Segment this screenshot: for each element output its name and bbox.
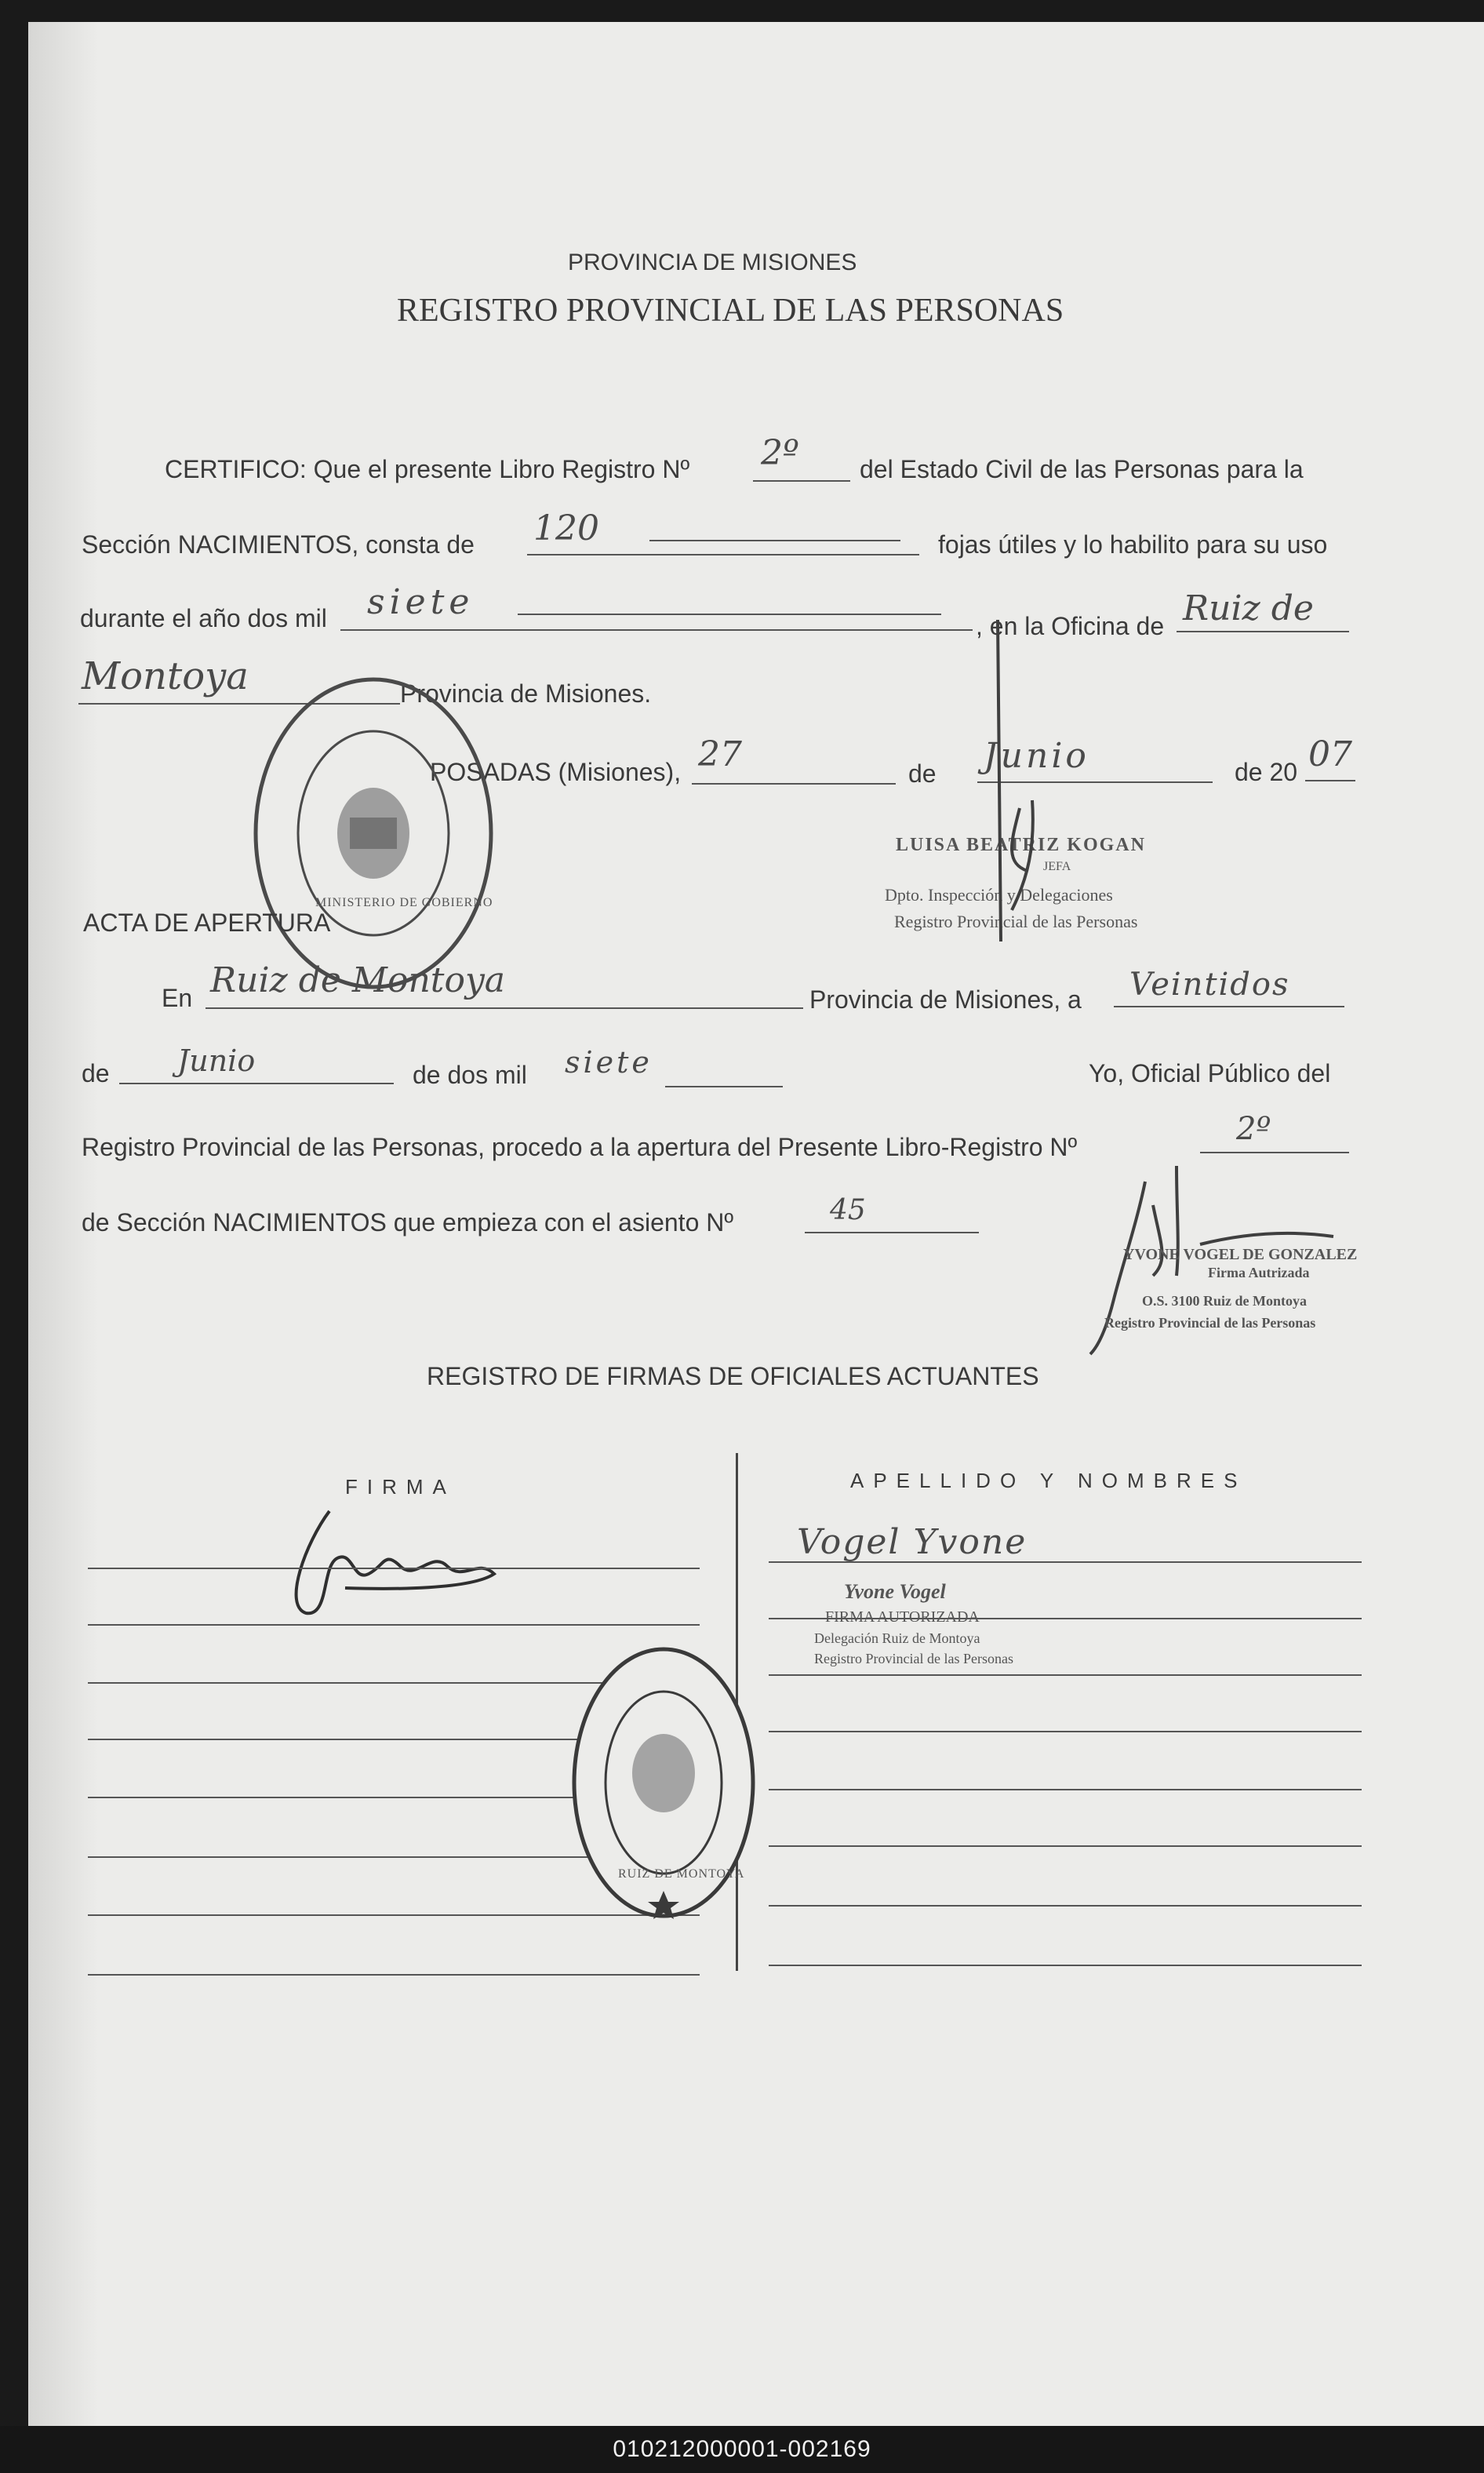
cert-year-value: siete	[367, 582, 475, 622]
cert-line4-suffix: Provincia de Misiones.	[400, 679, 652, 708]
cert-book-number-line	[753, 480, 850, 482]
acta-l4-text: de Sección NACIMIENTOS que empieza con el asiento Nº	[82, 1208, 734, 1236]
names-line-3	[769, 1674, 1362, 1676]
document-footer-code: 010212000001-002169	[0, 2426, 1484, 2473]
firma-line-2	[88, 1624, 700, 1626]
acta-l1-prefix: En	[162, 984, 193, 1012]
officer-entry-name: Vogel Yvone	[797, 1522, 1028, 1562]
seal-bottom-inner-text: RUIZ DE MONTOYA	[618, 1867, 745, 1881]
names-line-8	[769, 1965, 1362, 1966]
cert-day: 27	[698, 734, 742, 774]
acta-month: Junio	[177, 1043, 256, 1078]
cert-city: POSADAS (Misiones),	[430, 758, 682, 786]
signatures-col-names: APELLIDO Y NOMBRES	[850, 1469, 1247, 1492]
acta-title: ACTA DE APERTURA	[83, 909, 331, 937]
officer-stamp-registry: Registro Provincial de las Personas	[814, 1651, 1013, 1666]
inspection-stamp-role: JEFA	[1043, 860, 1071, 873]
officer-stamp-name: Yvone Vogel	[844, 1580, 946, 1603]
province-heading: PROVINCIA DE MISIONES	[568, 249, 857, 275]
cert-pages-count: 120	[533, 508, 599, 548]
seal-left-inner-text: MINISTERIO DE GOBIERNO	[315, 896, 493, 909]
cert-line2-suffix: fojas útiles y lo habilito para su uso	[938, 530, 1328, 559]
cert-line1-suffix: del Estado Civil de las Personas para la	[860, 455, 1304, 483]
acta-entry-number: 45	[830, 1194, 866, 1226]
cert-book-number: 2º	[761, 433, 799, 473]
acta-book-number: 2º	[1236, 1111, 1271, 1147]
cert-year-line	[340, 629, 973, 631]
acta-l1-mid: Provincia de Misiones, a	[809, 985, 1082, 1014]
cert-year-line-upper	[518, 614, 941, 615]
cert-de2: de 20	[1235, 758, 1298, 786]
signatures-col-firma: FIRMA	[345, 1475, 456, 1499]
vogel-stamp-registry: Registro Provincial de las Personas	[1104, 1315, 1316, 1331]
cert-office-value: Ruiz de	[1183, 588, 1314, 628]
acta-entry-line	[805, 1232, 979, 1233]
acta-book-number-line	[1200, 1152, 1349, 1153]
inspection-stamp-name: LUISA BEATRIZ KOGAN	[896, 835, 1146, 855]
cert-day-line	[692, 783, 896, 785]
cert-line1-prefix: CERTIFICO: Que el presente Libro Registro Nº	[165, 455, 690, 483]
cert-line3-suffix: , en la Oficina de	[976, 612, 1165, 640]
names-line-5	[769, 1789, 1362, 1790]
officer-stamp-office: Delegación Ruiz de Montoya	[814, 1630, 980, 1646]
acta-l2-prefix: de	[82, 1059, 110, 1087]
acta-day: Veintidos	[1129, 967, 1290, 1003]
acta-year: siete	[565, 1045, 653, 1080]
names-line-4	[769, 1731, 1362, 1732]
signatures-section-title: REGISTRO DE FIRMAS DE OFICIALES ACTUANTES	[427, 1362, 1039, 1390]
cert-office-value-cont: Montoya	[82, 654, 249, 698]
names-line-7	[769, 1905, 1362, 1907]
names-line-1	[769, 1561, 1362, 1563]
firma-line-1	[88, 1568, 700, 1569]
names-line-6	[769, 1845, 1362, 1847]
official-seal-bottom	[569, 1641, 758, 1924]
vogel-stamp-role: Firma Autrizada	[1208, 1265, 1310, 1280]
firma-line-8	[88, 1974, 700, 1976]
acta-l3-text: Registro Provincial de las Personas, procedo a la apertura del Presente Libro-Registro Nº	[82, 1133, 1078, 1161]
acta-place: Ruiz de Montoya	[210, 960, 506, 1000]
acta-year-line	[665, 1086, 783, 1087]
acta-place-line	[206, 1007, 803, 1009]
cert-pages-line	[527, 554, 919, 555]
officer-stamp-role: FIRMA AUTORIZADA	[825, 1608, 980, 1626]
acta-month-line	[119, 1083, 394, 1084]
acta-l2-mid: de dos mil	[413, 1061, 527, 1089]
official-seal-left	[248, 672, 499, 995]
acta-l2-suffix: Yo, Oficial Público del	[1089, 1059, 1331, 1087]
inspection-stamp-registry: Registro Provincial de las Personas	[894, 912, 1138, 931]
vogel-stamp-office: O.S. 3100 Ruiz de Montoya	[1142, 1293, 1308, 1309]
cert-year-suffix-line	[1305, 780, 1355, 781]
vogel-stamp-name: YVONE VOGEL DE GONZALEZ	[1123, 1246, 1358, 1263]
registry-heading: REGISTRO PROVINCIAL DE LAS PERSONAS	[397, 293, 1064, 329]
cert-office-line	[1177, 631, 1349, 632]
cert-de1: de	[908, 759, 937, 788]
inspection-stamp-dept: Dpto. Inspección y Delegaciones	[885, 885, 1113, 905]
names-line-2	[769, 1618, 1362, 1619]
cert-month: Junio	[984, 736, 1089, 776]
cert-line3-prefix: durante el año dos mil	[80, 604, 327, 632]
officer-signature	[275, 1495, 510, 1621]
cert-pages-line-upper	[649, 540, 900, 541]
cert-year-suffix: 07	[1308, 734, 1352, 774]
acta-day-line	[1114, 1006, 1344, 1007]
cert-line2-prefix: Sección NACIMIENTOS, consta de	[82, 530, 475, 559]
